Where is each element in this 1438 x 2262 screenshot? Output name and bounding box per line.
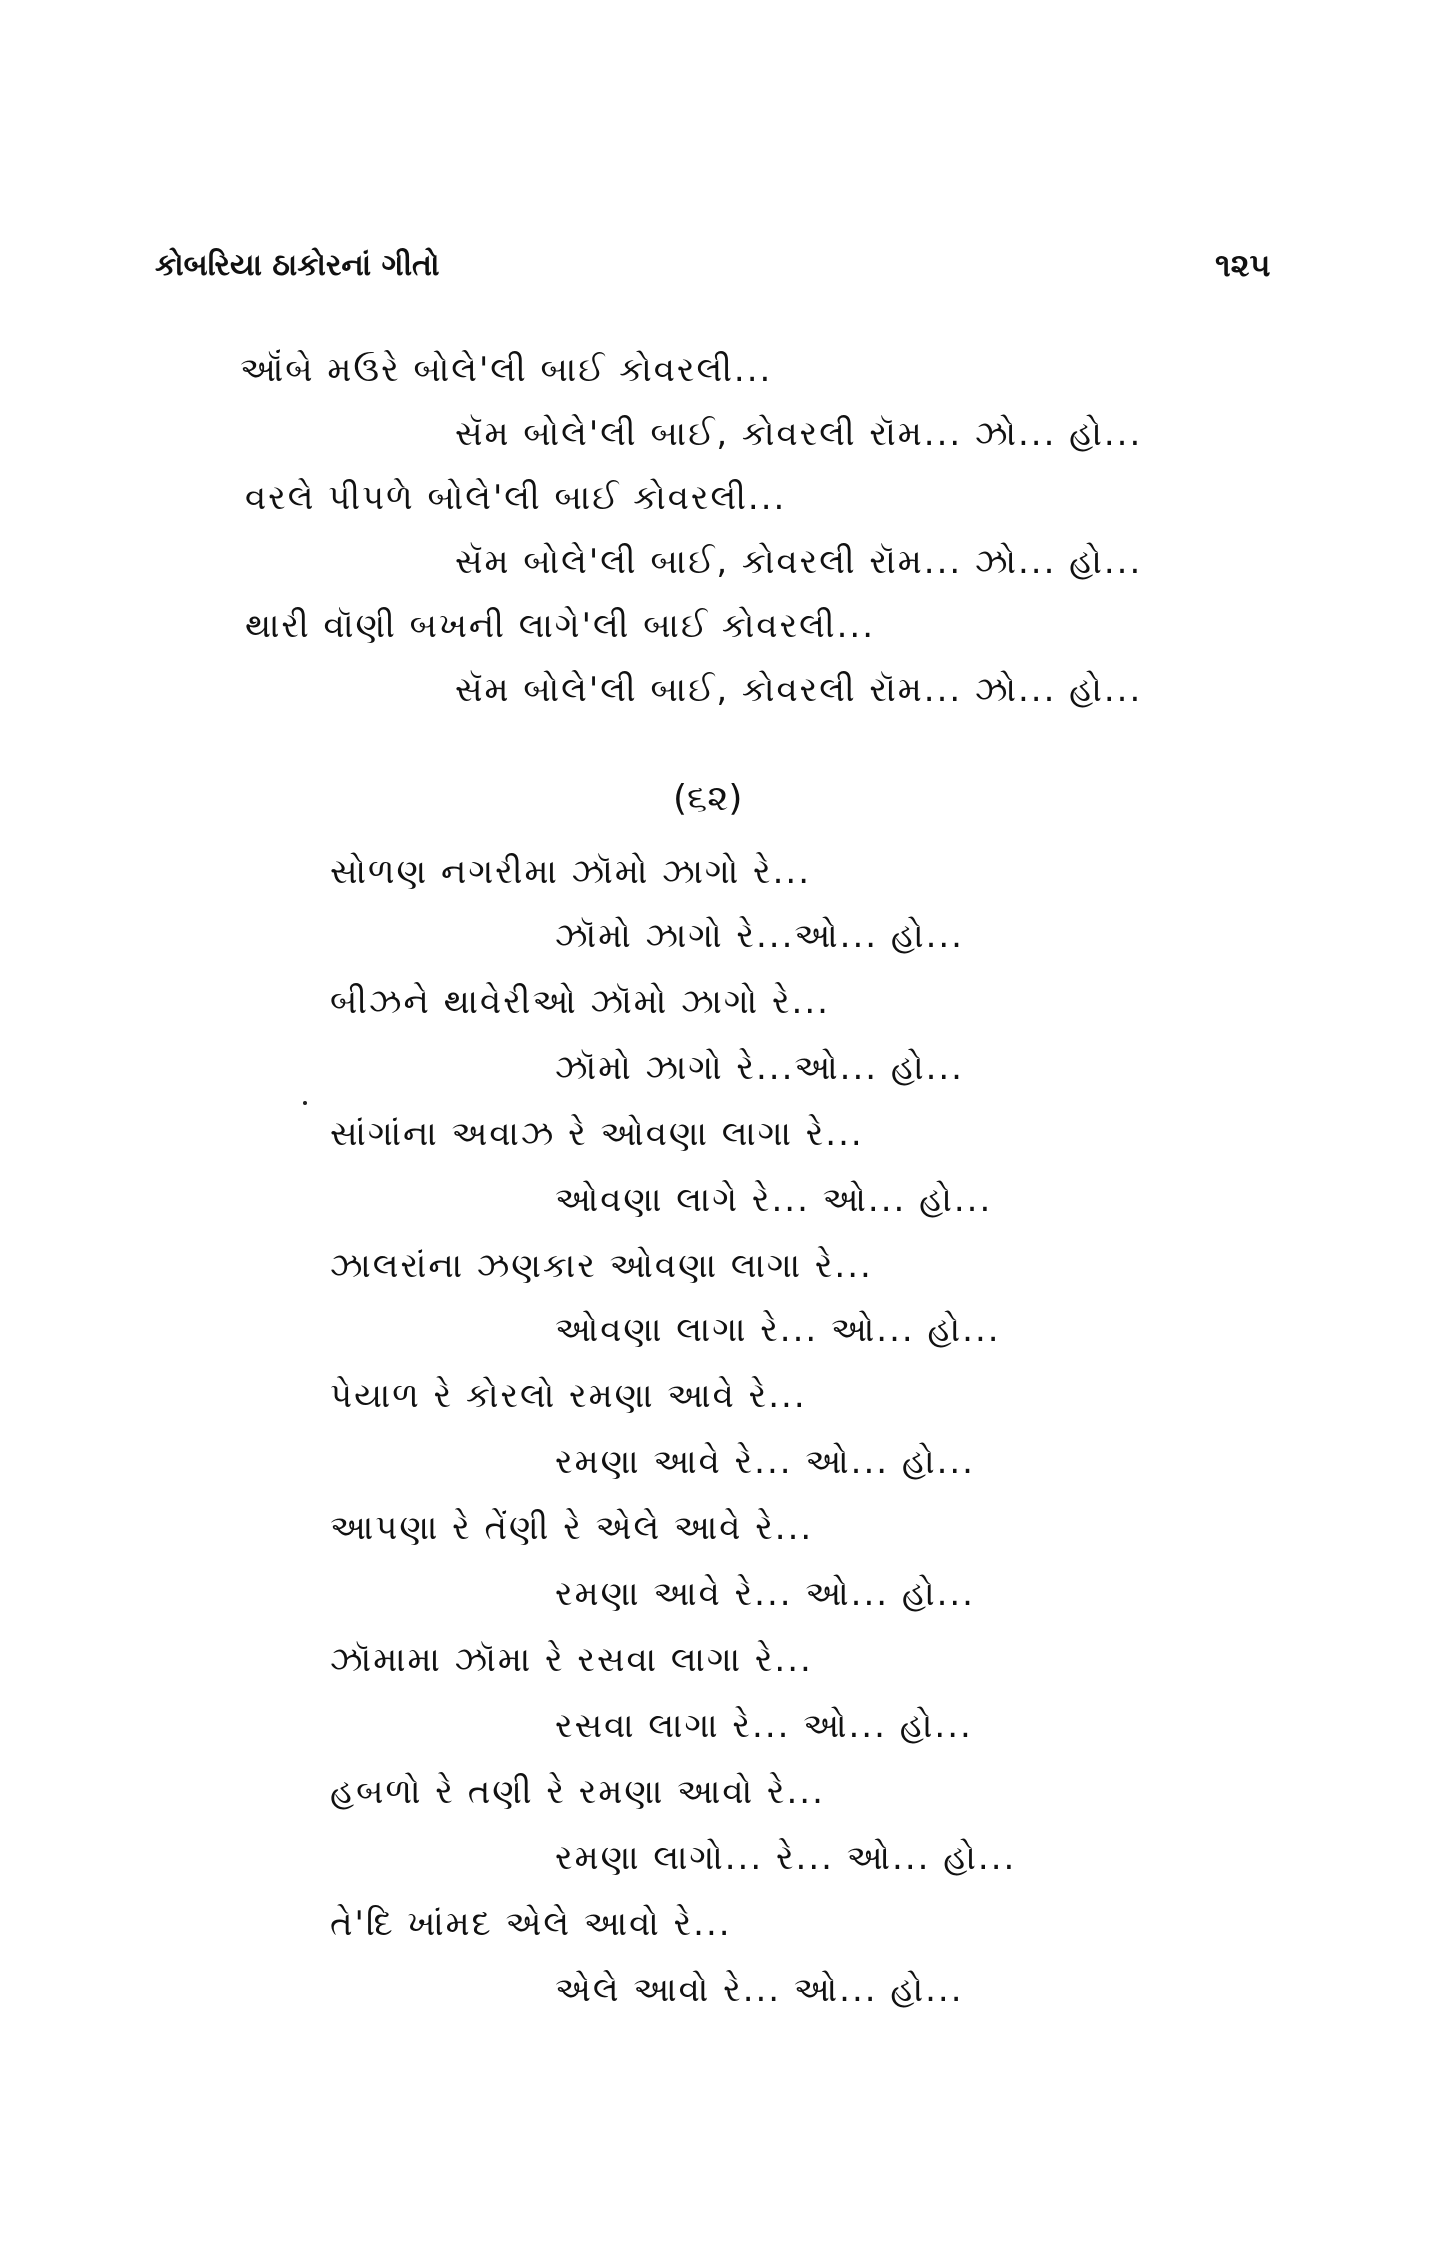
verse-line: હબળો રે તણી રે રમણા આવો રે... — [330, 1772, 825, 1812]
verse-refrain: ઓવણા લાગે રે... ઓ... હો... — [555, 1180, 993, 1220]
verse-line: ઝાલરાંના ઝણકાર ઓવણા લાગા રે... — [330, 1246, 873, 1286]
verse-refrain: રમણા આવે રે... ઓ... હો... — [555, 1574, 975, 1614]
verse-refrain: રસવા લાગા રે... ઓ... હો... — [555, 1706, 973, 1746]
verse-line: ઝૉમામા ઝૉમા રે રસવા લાગા રે... — [330, 1640, 813, 1680]
verse-line: ઑંબે મઉરે બોલે'લી બાઈ કોવરલી... — [240, 350, 773, 390]
verse-refrain: રમણા આવે રે... ઓ... હો... — [555, 1442, 975, 1482]
verse-refrain: સૅમ બોલે'લી બાઈ, કોવરલી રૉમ... ઝો... હો... — [455, 414, 1143, 454]
verse-line: સાંગાંના અવાઝ રે ઓવણા લાગા રે... — [330, 1114, 864, 1154]
verse-refrain: ઝૉમો ઝાગો રે...ઓ... હો... — [555, 1048, 964, 1088]
verse-refrain: ઝૉમો ઝાગો રે...ઓ... હો... — [555, 916, 964, 956]
verse-refrain: સૅમ બોલે'લી બાઈ, કોવરલી રૉમ... ઝો... હો... — [455, 670, 1143, 710]
ink-speck — [303, 1101, 307, 1105]
verse-refrain: રમણા લાગો... રે... ઓ... હો... — [555, 1838, 1017, 1878]
verse-line: પેયાળ રે કોરલો રમણા આવે રે... — [330, 1376, 807, 1416]
verse-refrain: સૅમ બોલે'લી બાઈ, કોવરલી રૉમ... ઝો... હો... — [455, 542, 1143, 582]
page-number: ૧૨૫ — [1215, 246, 1271, 284]
verse-refrain: ઓવણા લાગા રે... ઓ... હો... — [555, 1310, 1001, 1350]
verse-line: આપણા રે તેંણી રે એલે આવે રે... — [330, 1508, 814, 1548]
verse-line: થારી વૉણી બખની લાગે'લી બાઈ કોવરલી... — [245, 606, 876, 646]
running-head: કોબરિયા ઠાકોરનાં ગીતો — [155, 248, 440, 283]
verse-line: તે'દિ ખાંમદ એલે આવો રે... — [330, 1904, 732, 1944]
verse-line: બીઝને થાવેરીઓ ઝૉમો ઝાગો રે... — [330, 982, 830, 1022]
verse-line: વરલે પીપળે બોલે'લી બાઈ કોવરલી... — [245, 478, 787, 518]
verse-refrain: એલે આવો રે... ઓ... હો... — [555, 1970, 964, 2010]
song-number: (૬૨) — [673, 778, 743, 819]
verse-line: સોળણ નગરીમા ઝૉમો ઝાગો રે... — [330, 852, 812, 892]
